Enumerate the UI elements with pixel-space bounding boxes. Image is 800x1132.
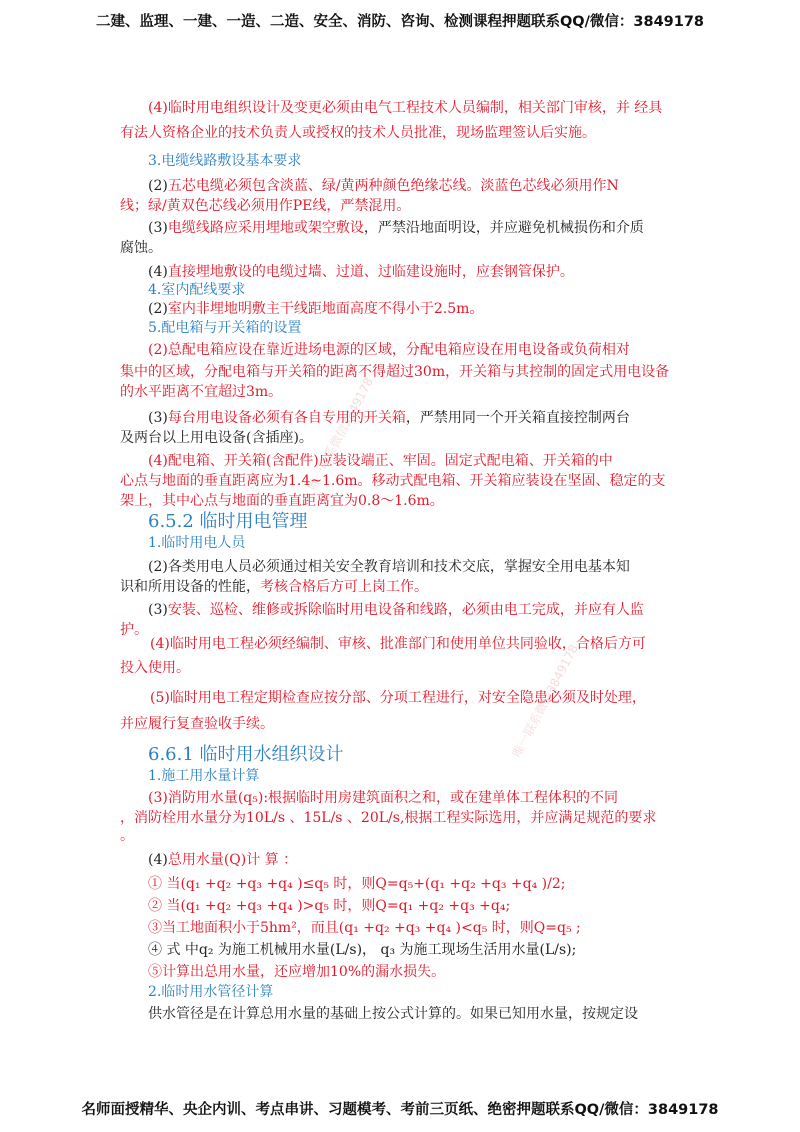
- text-line: 。: [120, 828, 134, 844]
- section-heading: 3.电缆线路敷设基本要求: [148, 153, 302, 169]
- text-line: 腐蚀。: [120, 240, 162, 256]
- section-heading: 1.施工用水量计算: [148, 768, 260, 784]
- watermark: 唯一联系微信3849178: [509, 642, 582, 760]
- text-line: 线；绿/黄双色芯线必须用作PE线，严禁混用。: [120, 198, 411, 214]
- text-line: (2)各类用电人员必须通过相关安全教育培训和技术交底，掌握安全用电基本知: [148, 559, 630, 575]
- text-line: (2)室内非埋地明敷主干线距地面高度不得小于2.5m。: [148, 301, 484, 317]
- formula-line: ⑤计算出总用水量，还应增加10%的漏水损失。: [148, 964, 446, 980]
- text-line: 并应履行复查验收手续。: [120, 716, 274, 732]
- text-line: (2)五芯电缆必须包含淡蓝、绿/黄两种颜色绝缘芯线。淡蓝色芯线必须用作N: [148, 178, 619, 194]
- text-line: (3)消防用水量(q₅):根据临时用房建筑面积之和，或在建单体工程体积的不同: [148, 790, 619, 806]
- subsection-title: 6.6.1 临时用水组织设计: [148, 744, 344, 765]
- text-line: (4)临时用电组织设计及变更必须由电气工程技术人员编制，相关部门审核，并 经具: [148, 100, 663, 116]
- text-line: 供水管径是在计算总用水量的基础上按公式计算的。如果已知用水量，按规定设: [148, 1006, 638, 1022]
- text-line: 有法人资格企业的技术负责人或授权的技术人员批准，现场监理签认后实施。: [120, 125, 596, 141]
- formula-line: ② 当(q₁ +q₂ +q₃ +q₄ )>q₅ 时，则Q=q₁ +q₂ +q₃ +q₄;: [148, 898, 511, 914]
- text-line: (3)安装、巡检、维修或拆除临时用电设备和线路，必须由电工完成，并应有人监: [148, 602, 644, 618]
- text-line: (4)临时用电工程必须经编制、审核、批准部门和使用单位共同验收，合格后方可: [150, 636, 646, 652]
- text-line: 心点与地面的垂直距离应为1.4~1.6m。移动式配电箱、开关箱应装设在坚固、稳定的支: [120, 473, 666, 489]
- section-heading: 5.配电箱与开关箱的设置: [148, 320, 302, 336]
- text-line: (3)每台用电设备必须有各自专用的开关箱，严禁用同一个开关箱直接控制两台: [148, 410, 630, 426]
- page-footer: 名师面授精华、央企内训、考点串讲、习题模考、考前三页纸、绝密押题联系QQ/微信：3849178: [81, 1102, 719, 1118]
- text-line: 架上，其中心点与地面的垂直距离宜为0.8～1.6m。: [120, 493, 444, 509]
- section-heading: 2.临时用水管径计算: [148, 984, 274, 1000]
- text-line: (4)配电箱、开关箱(含配件)应装设端正、牢固。固定式配电箱、开关箱的中: [148, 453, 613, 469]
- section-heading: 1.临时用电人员: [148, 535, 246, 551]
- text-line: 识和所用设备的性能，考核合格后方可上岗工作。: [120, 579, 428, 595]
- page-header: 二建、监理、一建、一造、二造、安全、消防、咨询、检测课程押题联系QQ/微信：3849178: [95, 14, 705, 30]
- text-line: (5)临时用电工程定期检查应按分部、分项工程进行，对安全隐患必须及时处理，: [150, 690, 646, 706]
- formula-line: ① 当(q₁ +q₂ +q₃ +q₄ )≤q₅ 时，则Q=q₅+(q₁ +q₂ +q₃ +q₄ )/2;: [148, 876, 566, 892]
- text-line: 投入使用。: [120, 660, 190, 676]
- formula-line: ④ 式 中q₂ 为施工机械用水量(L/s)， q₃ 为施工现场生活用水量(L/s);: [148, 942, 577, 958]
- section-heading: 4.室内配线要求: [148, 282, 246, 298]
- text-line: 及两台以上用电设备(含插座)。: [120, 430, 313, 446]
- text-line: 的水平距离不宜超过3m。: [120, 384, 283, 400]
- subsection-title: 6.5.2 临时用电管理: [148, 511, 308, 532]
- text-line: 护。: [120, 622, 148, 638]
- text-line: (3)电缆线路应采用埋地或架空敷设，严禁沿地面明设，并应避免机械损伤和介质: [148, 220, 644, 236]
- text-line: ，消防栓用水量分为10L/s 、15L/s 、20L/s,根据工程实际选用，并应满足规范的要求: [120, 810, 657, 826]
- text-line: (2)总配电箱应设在靠近进场电源的区域，分配电箱应设在用电设备或负荷相对: [148, 342, 630, 358]
- watermark: 唯一联系微信3849178: [304, 375, 377, 493]
- text-line: 集中的区域，分配电箱与开关箱的距离不得超过30m，开关箱与其控制的固定式用电设备: [120, 364, 670, 380]
- text-line: (4)总用水量(Q)计 算 ：: [148, 852, 298, 868]
- text-line: (4)直接埋地敷设的电缆过墙、过道、过临建设施时，应套钢管保护。: [148, 264, 574, 280]
- formula-line: ③当工地面积小于5hm²，而且(q₁ +q₂ +q₃ +q₄ )<q₅ 时，则Q=q₅ ;: [148, 920, 581, 936]
